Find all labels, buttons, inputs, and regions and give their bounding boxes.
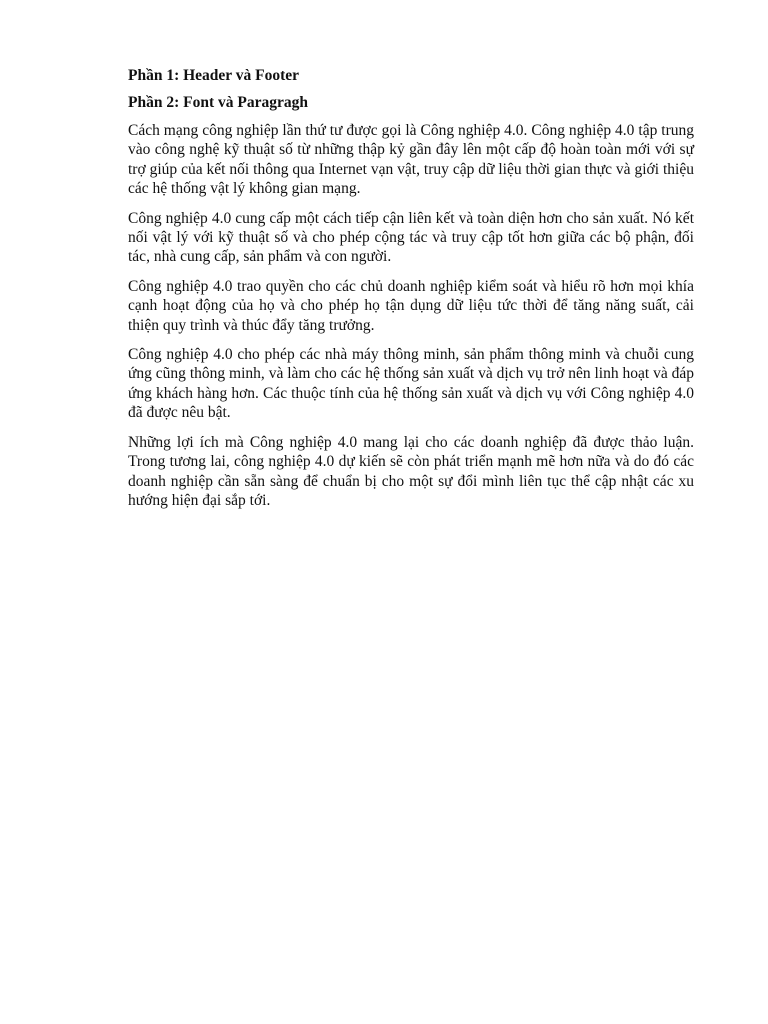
document-page [128, 66, 694, 520]
paragraph-4: Công nghiệp 4.0 cho phép các nhà máy thông minh, sản phẩm thông minh và chuỗi cung ứng cũng thông minh, và làm cho các hệ thống sản xuất và dịch vụ trở nên linh hoạt và đáp ứng khách hàng hơn. Các thuộc tính của hệ thống sản xuất và dịch vụ với Công nghiệp 4.0 đã được nêu bật. [128, 346, 694, 422]
paragraph-5: Những lợi ích mà Công nghiệp 4.0 mang lại cho các doanh nghiệp đã được thảo luận. Trong tương lai, công nghiệp 4.0 dự kiến sẽ còn phát triển mạnh mẽ hơn nữa và do đó các doanh nghiệp cần sẵn sàng để chuẩn bị cho một sự đổi mình liên tục thể cập nhật các xu hướng hiện đại sắp tới. [128, 433, 694, 509]
section-heading-2: Phần 2: Font và Paragragh [128, 94, 308, 111]
paragraph-1: Cách mạng công nghiệp lần thứ tư được gọi là Công nghiệp 4.0. Công nghiệp 4.0 tập trung vào công nghệ kỹ thuật số từ những thập kỷ gần đây lên một cấp độ hoàn toàn mới với sự trợ giúp của kết nối thông qua Internet vạn vật, truy cập dữ liệu thời gian thực và giới thiệu các hệ thống vật lý không gian mạng. [128, 122, 694, 198]
paragraph-2: Công nghiệp 4.0 cung cấp một cách tiếp cận liên kết và toàn diện hơn cho sản xuất. Nó kết nối vật lý với kỹ thuật số và cho phép cộng tác và truy cập tốt hơn giữa các bộ phận, đối tác, nhà cung cấp, sản phẩm và con người. [128, 209, 694, 266]
paragraph-3: Công nghiệp 4.0 trao quyền cho các chủ doanh nghiệp kiểm soát và hiểu rõ hơn mọi khía cạnh hoạt động của họ và cho phép họ tận dụng dữ liệu tức thời để tăng năng suất, cải thiện quy trình và thúc đẩy tăng trưởng. [128, 277, 694, 334]
section-heading-1: Phần 1: Header và Footer [128, 67, 300, 84]
